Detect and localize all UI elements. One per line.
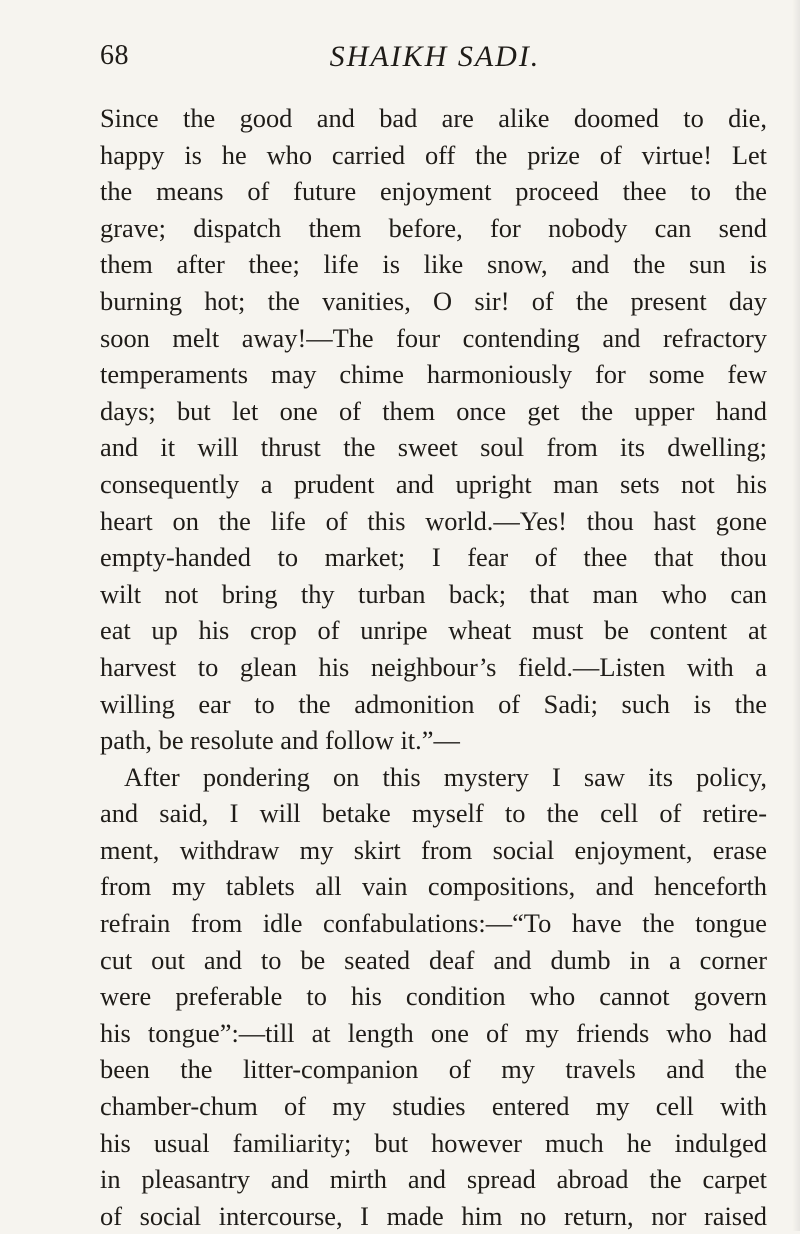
text-line: willing ear to the admonition of Sadi; such is the (100, 688, 767, 719)
text-line: his usual familiarity; but however much he indulged (100, 1127, 767, 1158)
text-line: Since the good and bad are alike doomed to die, (100, 103, 767, 133)
text-line: days; but let one of them once get the upper hand (100, 395, 767, 426)
text-line: his tongue”:—till at length one of my friends who had (100, 1017, 767, 1048)
text-line: After pondering on this mystery I saw its policy, (124, 761, 767, 792)
text-line: chamber-chum of my studies entered my cell with (100, 1091, 767, 1122)
text-line: ment, withdraw my skirt from social enjoyment, erase (100, 834, 767, 865)
text-line: refrain from idle confabulations:—“To have the tongue (100, 908, 767, 939)
text-line: soon melt away!—The four contending and refractory (100, 322, 767, 353)
text-line: were preferable to his condition who cannot govern (100, 981, 767, 1012)
text-line: wilt not bring thy turban back; that man who can (100, 578, 767, 609)
text-line: been the litter-companion of my travels and the (100, 1054, 767, 1085)
text-line: from my tablets all vain compositions, and henceforth (100, 871, 767, 902)
text-line: grave; dispatch them before, for nobody can send (100, 212, 767, 243)
text-line: in pleasantry and mirth and spread abroad the carpet (100, 1164, 767, 1195)
text-line: empty-handed to market; I fear of thee that thou (100, 542, 767, 573)
text-line: and said, I will betake myself to the cell of retire- (100, 798, 767, 829)
page-edge-shadow (792, 0, 800, 1231)
running-head: SHAIKH SADI. (329, 40, 541, 73)
text-line: temperaments may chime harmoniously for some few (100, 359, 767, 390)
text-line: burning hot; the vanities, O sir! of the present day (100, 285, 767, 316)
text-line: eat up his crop of unripe wheat must be content at (100, 615, 767, 646)
text-line: happy is he who carried off the prize of virtue! Let (100, 139, 767, 170)
text-line: consequently a prudent and upright man sets not his (100, 468, 767, 499)
text-line: the means of future enjoyment proceed thee to the (100, 176, 767, 207)
page-number: 68 (100, 40, 129, 71)
body-text (100, 100, 767, 1234)
text-line: harvest to glean his neighbour’s field.—Listen with a (100, 651, 767, 682)
text-line: them after thee; life is like snow, and the sun is (100, 249, 767, 280)
page-header (100, 40, 770, 80)
text-line: cut out and to be seated deaf and dumb in a corner (100, 944, 767, 975)
text-line: of social intercourse, I made him no return, nor raised (100, 1200, 767, 1231)
text-line: and it will thrust the sweet soul from its dwelling; (100, 432, 767, 463)
text-line: path, be resolute and follow it.”— (100, 725, 460, 756)
text-line: heart on the life of this world.—Yes! thou hast gone (100, 505, 767, 536)
